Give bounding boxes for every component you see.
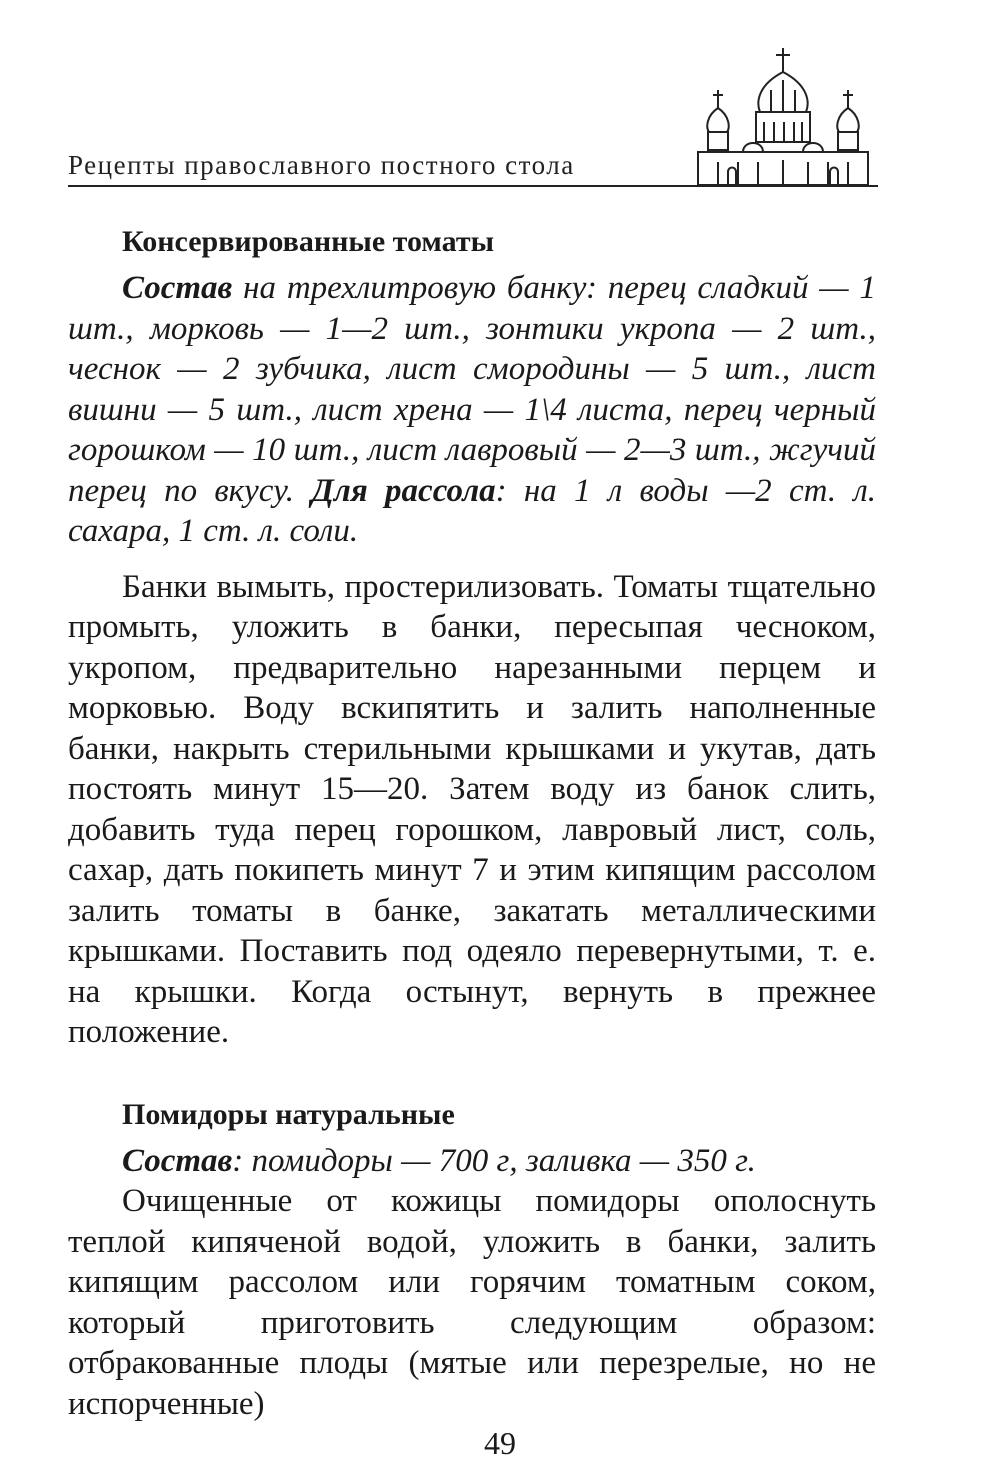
recipe-title: Помидоры натуральные	[122, 1097, 455, 1131]
header-rule	[68, 185, 878, 187]
cathedral-icon	[688, 40, 878, 190]
ingredients-text: : помидоры — 700 г, заливка — 350 г.	[232, 1142, 756, 1179]
ingredients-paragraph	[68, 1141, 876, 1182]
running-title: Рецепты православного постного стола	[68, 150, 575, 180]
method-paragraph: Очищенные от кожицы помидоры ополоснуть теплой кипяченой водой, уложить в банки, залить кипящим рассолом или горячим томатным соком, который приготовить следующим образом: отбракованные плоды (мятые или перезрелые, но не испорченные)	[68, 1183, 876, 1422]
recipe-title: Консервированные томаты	[122, 225, 495, 258]
ingredients-text: на трехлитровую банку: перец сладкий — 1 шт., морковь — 1—2 шт., зонтики укропа — 2 шт., чеснок — 2 зубчика, лист смородины — 5 шт., лист вишни — 5 шт., лист хрена — 1\4 листа, перец черный горошком — 10 шт., лист лавровый — 2—3 шт., жгучий перец по вкусу.	[68, 270, 876, 509]
method-paragraph: Банки вымыть, простерилизовать. Томаты тщательно промыть, уложить в банки, пересыпая чесноком, укропом, предварительно нарезанными перцем и морковью. Воду вскипятить и залить наполненные банки, накрыть стерильными крышками и укутав, дать постоять минут 15—20. Затем воду из банок слить, добавить туда перец горошком, лавровый лист, соль, сахар, дать покипеть минут 7 и этим кипящим рассолом залить томаты в банке, закатать металлическими крышками. Поставить под одеяло перевернутыми, т. е. на крышки. Когда остынут, вернуть в прежнее положение.	[68, 568, 876, 1050]
ingredients-label: Состав	[122, 270, 233, 306]
ingredients-label: Состав	[122, 1142, 233, 1179]
brine-text: : на 1 л воды —2 ст. л. сахара, 1 ст. л. соли.	[68, 472, 877, 549]
ingredients-paragraph	[68, 268, 876, 552]
running-header	[68, 40, 878, 190]
brine-label: Для рассола	[311, 472, 496, 509]
page-number: 49	[484, 1425, 516, 1461]
page-body	[68, 222, 876, 1424]
